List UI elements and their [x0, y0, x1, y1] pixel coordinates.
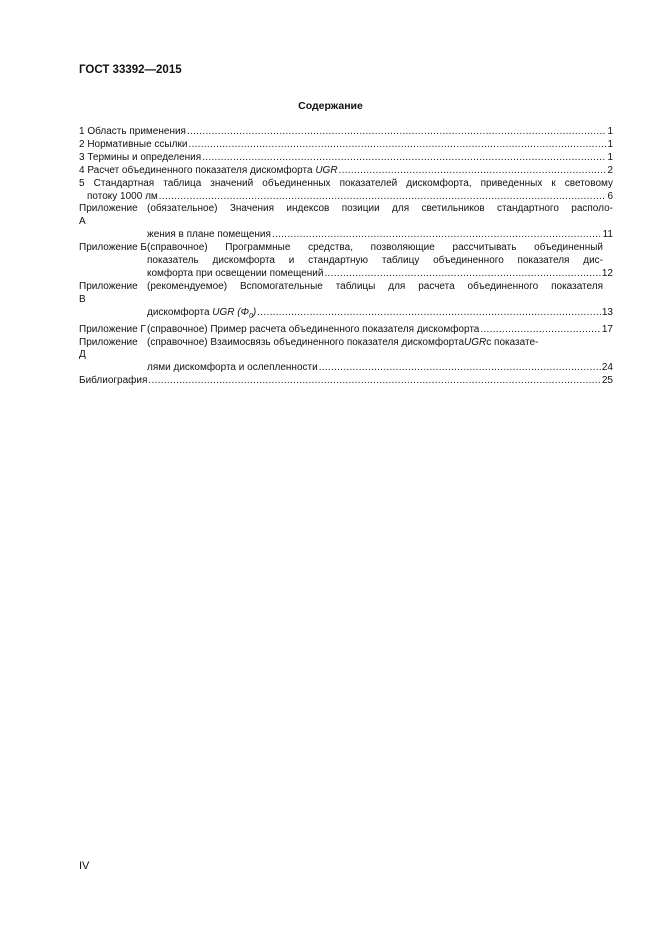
toc-entry-4[interactable]: 4 Расчет объединенного показателя дискомфорта UGR ..... 2 [79, 165, 613, 178]
dot-leader [202, 152, 606, 165]
toc-entry-appendix-d[interactable]: Приложение Д (справочное) Взаимосвязь объединенного показателя дискомфорта UGR с показате- лями дискомфорта и ослепленности ..... 24 [79, 337, 613, 376]
dot-leader [148, 375, 600, 388]
toc-entry-appendix-b[interactable]: Приложение Б (справочное) Программные средства, позволяющие рассчитывать объединенный показатель дискомфорта и стандартную таблицу объединенного показателя дис- комфорта при освещении помещений ..... 12 [79, 242, 613, 281]
dot-leader [159, 191, 607, 204]
page-title: Содержание [298, 100, 363, 112]
dot-leader [480, 324, 601, 337]
toc-entry-appendix-a[interactable]: Приложение А (обязательное) Значения индексов позиции для светильников стандартного располо- жения в плане помещения ..... 11 [79, 203, 613, 242]
toc-entry-appendix-v[interactable]: Приложение В (рекомендуемое) Вспомогательные таблицы для расчета объединенного показателя дискомфорта UGR $(\Phi_0)$ ..... 13 [79, 281, 613, 324]
toc-entry-appendix-g[interactable]: Приложение Г(справочное) Пример расчета объединенного показателя дискомфорта ..... 17 [79, 324, 613, 337]
toc-entry-bibliography[interactable]: Библиография ..... 25 [79, 375, 613, 388]
dot-leader [272, 229, 602, 242]
toc-entry-2[interactable]: 2 Нормативные ссылки ..... 1 [79, 139, 613, 152]
toc-entry-1[interactable]: 1 Область применения ..... 1 [79, 126, 613, 139]
toc-entry-3[interactable]: 3 Термины и определения ..... 1 [79, 152, 613, 165]
dot-leader [319, 362, 601, 375]
dot-leader [324, 268, 600, 281]
dot-leader [257, 307, 601, 324]
dot-leader [339, 165, 607, 178]
page-number: IV [79, 860, 90, 872]
table-of-contents [79, 126, 613, 388]
dot-leader [188, 139, 606, 152]
toc-entry-5[interactable]: 5 Стандартная таблица значений объединенных показателей дискомфорта, приведенных к световому потоку 1000 лм ..... 6 [79, 178, 613, 204]
dot-leader [187, 126, 606, 139]
document-header: ГОСТ 33392—2015 [79, 64, 182, 76]
